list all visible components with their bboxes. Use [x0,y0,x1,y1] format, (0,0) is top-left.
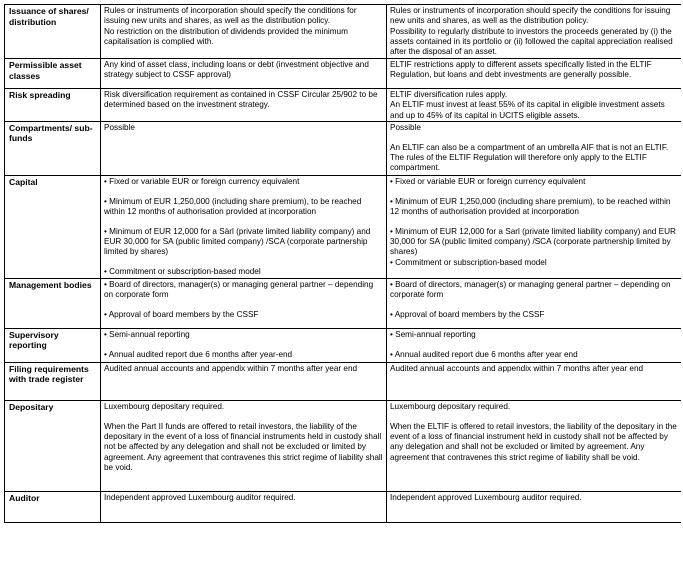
cell-eltif [387,121,682,175]
cell-paragraph: • Fixed or variable EUR or foreign currency equivalent [104,176,300,186]
cell-paragraph [390,217,678,227]
cell-part-ii-fund [101,362,387,400]
table-row [5,362,682,400]
cell-paragraph: • Board of directors, manager(s) or managing general partner – depending on corporate form [390,279,671,300]
row-label: Risk spreading [5,89,101,122]
row-label: Depositary [5,400,101,491]
comparison-table-body [5,5,682,523]
cell-part-ii-fund [101,121,387,175]
cell-paragraph [104,187,383,197]
cell-paragraph: • Annual audited report due 6 months after year end [390,349,578,359]
cell-paragraph [104,258,383,268]
cell-paragraph: • Commitment or subscription-based model [104,267,261,277]
cell-paragraph: • Minimum of EUR 1,250,000 (including share premium), to be reached within 12 months of authorisation provided at incorporation [104,196,362,216]
table-row [5,89,682,122]
cell-eltif [387,89,682,122]
row-label: Capital [5,175,101,278]
cell-eltif [387,278,682,328]
cell-paragraph: Rules or instruments of incorporation should specify the conditions for issuing new units and shares, as well as the distribution policy. [390,6,671,26]
cell-eltif [387,5,682,59]
cell-eltif [387,328,682,362]
cell-part-ii-fund [101,59,387,89]
cell-paragraph: No restriction on the distribution of dividends provided the minimum capitalisation is complied with. [104,26,348,46]
row-label: Management bodies [5,278,101,328]
cell-paragraph: • Minimum of EUR 12,000 for a Sàrl (private limited liability company) and EUR 30,000 for SA (public limited company) /SCA (corporate partnership limited by shares) [104,226,371,257]
cell-eltif [387,59,682,89]
cell-part-ii-fund [101,175,387,278]
cell-paragraph: Rules or instruments of incorporation should specify the conditions for issuing new units and shares, as well as the distribution policy. [104,6,357,26]
cell-paragraph [104,412,383,422]
cell-paragraph: An ELTIF must invest at least 55% of its capital in eligible investment assets and up to 45% of its capital in UCITS eligible assets. [390,100,665,120]
table-row [5,400,682,491]
cell-eltif [387,491,682,522]
cell-paragraph: When the Part II funds are offered to retail investors, the liability of the depositary in the event of a loss of financial instruments held in custody shall not be affected by any delegation and shall not be excluded or limited by agreement. Any agreement that contravenes this strict regime of liability shall be void. [104,421,383,472]
row-label: Auditor [5,491,101,522]
cell-paragraph: • Minimum of EUR 12,000 for a Sarl (private limited liability company) and EUR 30,000 for SA (public limited company) /SCA (corporate partnership limited by shares) [390,226,676,257]
comparison-document [4,4,681,560]
cell-part-ii-fund [101,328,387,362]
table-row [5,59,682,89]
cell-paragraph: • Approval of board members by the CSSF [390,309,545,319]
cell-paragraph: An ELTIF can also be a compartment of an umbrella AIF that is not an ELTIF. The rules of the ELTIF Regulation will therefore only apply to the ELTIF compartment. [390,142,669,173]
cell-paragraph: Possible [390,122,421,132]
cell-paragraph [390,133,678,143]
cell-paragraph: • Approval of board members by the CSSF [104,309,259,319]
cell-paragraph: • Semi-annual reporting [104,329,190,339]
cell-paragraph: ELTIF restrictions apply to different assets specifically listed in the ELTIF Regulation, but loans and debt investments are generally possible. [390,60,652,80]
cell-paragraph: Independent approved Luxembourg auditor required. [104,492,296,502]
table-row [5,491,682,522]
cell-paragraph [390,300,678,310]
cell-paragraph: Audited annual accounts and appendix within 7 months after year end [104,363,358,373]
cell-paragraph: Luxembourg depositary required. [390,401,511,411]
cell-part-ii-fund [101,5,387,59]
cell-paragraph: Possible [104,122,135,132]
table-row [5,121,682,175]
cell-paragraph: • Annual audited report due 6 months after year-end [104,349,293,359]
cell-paragraph: Any kind of asset class, including loans or debt (investment objective and strategy subject to CSSF approval) [104,60,369,80]
cell-part-ii-fund [101,89,387,122]
cell-paragraph: • Minimum of EUR 1,250,000 (including share premium), to be reached within 12 months of authorisation provided at incorporation [390,196,671,216]
cell-paragraph [390,412,678,422]
comparison-table [4,4,681,523]
cell-eltif [387,362,682,400]
table-row [5,328,682,362]
row-label: Filing requirements with trade register [5,362,101,400]
cell-paragraph: Risk diversification requirement as contained in CSSF Circular 25/902 to be determined based on the investment strategy. [104,90,378,110]
cell-paragraph: ELTIF diversification rules apply. [390,90,508,99]
cell-part-ii-fund [101,278,387,328]
cell-paragraph: • Fixed or variable EUR or foreign currency equivalent [390,176,586,186]
cell-paragraph [104,217,383,227]
cell-paragraph: • Board of directors, manager(s) or managing general partner – depending on corporate form [104,279,374,300]
cell-part-ii-fund [101,491,387,522]
cell-paragraph [104,300,383,310]
cell-paragraph: • Commitment or subscription-based model [390,257,547,267]
table-row [5,5,682,59]
cell-paragraph: Independent approved Luxembourg auditor required. [390,492,582,502]
cell-eltif [387,175,682,278]
cell-paragraph: • Semi-annual reporting [390,329,476,339]
cell-paragraph [390,340,678,350]
cell-paragraph: Possibility to regularly distribute to investors the proceeds generated by (i) the assets contained in its portfolio or (ii) followed the capital appreciation realised after the disposal of an asset. [390,26,673,57]
row-label: Supervisory reporting [5,328,101,362]
table-row [5,278,682,328]
cell-part-ii-fund [101,400,387,491]
cell-paragraph: Audited annual accounts and appendix within 7 months after year end [390,363,644,373]
cell-paragraph: Luxembourg depositary required. [104,401,225,411]
row-label: Permissible asset classes [5,59,101,89]
row-label: Issuance of shares/ distribution [5,5,101,59]
cell-paragraph [104,340,383,350]
row-label: Compartments/ sub-funds [5,121,101,175]
cell-paragraph [390,187,678,197]
cell-paragraph: When the ELTIF is offered to retail investors, the liability of the depositary in the event of a loss of financial instrument held in custody shall not be affected by any delegation and shall not be excluded or limited by agreement. Any agreement that contravenes this strict regime of liability shall be void. [390,421,677,462]
cell-eltif [387,400,682,491]
table-row [5,175,682,278]
